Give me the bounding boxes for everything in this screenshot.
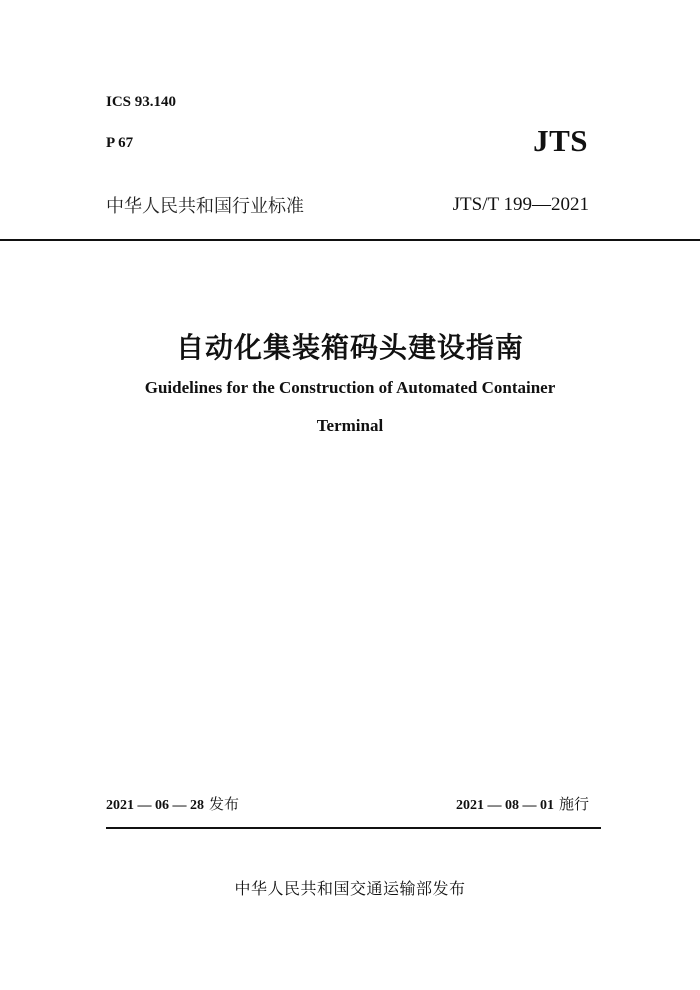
classification-code: P 67 [106,135,134,151]
implement-date: 2021 — 08 — 01 [455,798,554,813]
top-divider [0,239,700,241]
implement-label: 施行 [558,795,589,813]
implement-date-block [456,793,589,814]
publisher: 中华人民共和国交通运输部发布 [234,879,466,898]
title-chinese: 自动化集装箱码头建设指南 [175,331,524,364]
issue-label: 发布 [209,795,240,813]
standard-code: JTS/T 199—2021 [452,194,589,215]
standard-category: 中华人民共和国行业标准 [106,196,304,217]
title-english-line2: Terminal [316,416,384,435]
issue-date-block [106,793,239,814]
title-english-line1: Guidelines for the Construction of Automated Container [144,378,556,397]
standard-mark: JTS [533,123,588,158]
issue-date: 2021 — 06 — 28 [106,798,204,813]
ics-number: ICS 93.140 [106,94,177,110]
bottom-divider [106,827,601,829]
